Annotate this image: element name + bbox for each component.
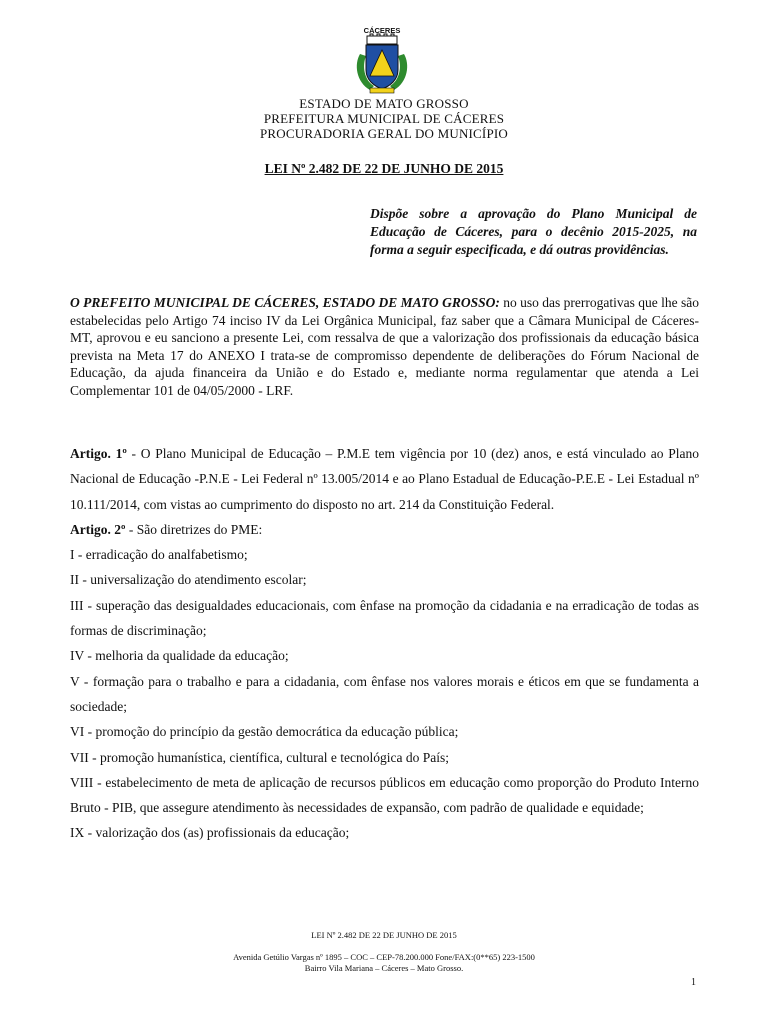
guideline-item: I - erradicação do analfabetismo; <box>70 547 248 563</box>
law-title: LEI Nº 2.482 DE 22 DE JUNHO DE 2015 <box>264 161 504 176</box>
articles-body <box>70 441 699 846</box>
page-number: 1 <box>691 977 696 988</box>
guideline-item: IX - valorização dos (as) profissionais da educação; <box>70 825 350 841</box>
svg-text:CÁCERES: CÁCERES <box>363 26 401 35</box>
law-summary: Dispõe sobre a aprovação do Plano Municipal de Educação de Cáceres, para o decênio 2015-2025, na forma a seguir especificada, e dá outras providências. <box>370 206 697 257</box>
footer-law-reference: LEI Nº 2.482 DE 22 DE JUNHO DE 2015 <box>311 930 457 940</box>
municipal-crest-logo <box>352 24 412 96</box>
header-prefeitura-line: PREFEITURA MUNICIPAL DE CÁCERES <box>263 111 505 126</box>
guideline-item: VII - promoção humanística, científica, cultural e tecnológica do País; <box>70 749 449 765</box>
article-2-label: Artigo. 2º <box>70 521 126 537</box>
header-procuradoria-line: PROCURADORIA GERAL DO MUNICÍPIO <box>259 126 509 141</box>
preamble-text: no uso das prerrogativas que lhe são estabelecidas pelo Artigo 74 inciso IV da Lei Orgânica Municipal, faz saber que a Câmara Municipal de Cáceres-MT, aprovou e eu sanciono a presente Lei, com ressalva de que a valorização dos profissionais da educação básica prevista na Meta 17 do ANEXO I trata-se de compromisso dependente de deliberações do Fórum Nacional de Educação, da ajuda financeira da União e do Estado e, mediante norma regulamentar que atenda a Lei Complementar 101 de 04/05/2000 - LRF. <box>70 295 699 398</box>
header-state-line: ESTADO DE MATO GROSSO <box>299 96 469 111</box>
article-2-text: - São diretrizes do PME: <box>125 521 263 537</box>
article-2 <box>70 517 699 542</box>
guideline-item: VIII - estabelecimento de meta de aplicação de recursos públicos em educação como proporção do Produto Interno Bruto - PIB, que assegure atendimento às necessidades de expansão, com padrão de qualidade e equidade; <box>70 774 699 816</box>
guideline-item: V - formação para o trabalho e para a cidadania, com ênfase nos valores morais e éticos em que se fundamenta a sociedade; <box>70 673 699 714</box>
footer-address-line-1: Avenida Getúlio Vargas nº 1895 – COC – CEP-78.200.000 Fone/FAX:(0**65) 223-1500 <box>233 952 535 962</box>
preamble-paragraph <box>70 294 699 399</box>
guideline-item: II - universalização do atendimento escolar; <box>70 572 307 588</box>
article-1-text: - O Plano Municipal de Educação – P.M.E tem vigência por 10 (dez) anos, e está vinculado ao Plano Nacional de Educação -P.N.E - Lei Federal nº 13.005/2014 e ao Plano Estadual de Educação-P.E.E - Lei Estadual nº 10.111/2014, com vistas ao cumprimento do disposto no art. 214 da Constituição Federal. <box>70 446 699 512</box>
guideline-item: IV - melhoria da qualidade da educação; <box>70 648 289 664</box>
preamble-lead: O PREFEITO MUNICIPAL DE CÁCERES, ESTADO DE MATO GROSSO: <box>70 295 500 310</box>
article-1-label: Artigo. 1º <box>70 446 127 461</box>
guideline-item: III - superação das desigualdades educacionais, com ênfase na promoção da cidadania e na erradicação de todas as formas de discriminação; <box>70 597 699 639</box>
guideline-item: VI - promoção do princípio da gestão democrática da educação pública; <box>70 724 459 740</box>
article-1 <box>70 441 699 517</box>
footer-address-line-2: Bairro Vila Mariana – Cáceres – Mato Grosso. <box>304 963 464 973</box>
